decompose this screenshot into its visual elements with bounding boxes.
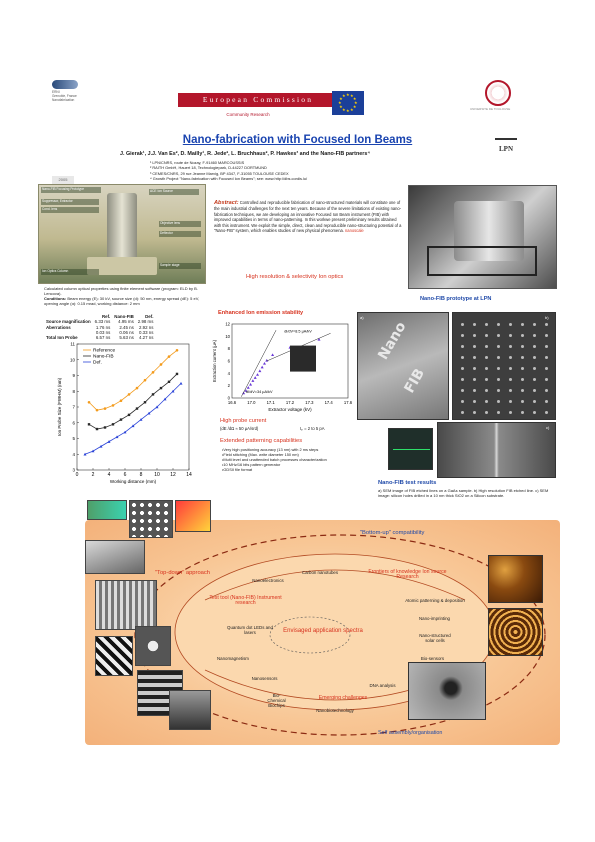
sem-hole — [521, 378, 524, 381]
data-point — [144, 379, 147, 382]
sem-hole — [545, 411, 548, 414]
sem-label: b) — [545, 315, 549, 320]
sem-hole — [461, 323, 464, 326]
y-tick-label: 11 — [70, 341, 75, 347]
eu-star-icon: ★ — [346, 92, 350, 97]
sem-hole — [461, 411, 464, 414]
logo-line: ERNI — [52, 90, 60, 94]
y-tick-label: 5 — [72, 436, 75, 442]
collage-tile — [169, 690, 211, 730]
ec-subtitle: Community Research — [226, 112, 270, 117]
x-tick-label: 17.1 — [266, 400, 275, 405]
abstract — [214, 200, 402, 233]
data-point — [265, 359, 268, 362]
calc-line: Beam energy (E): 30 kV, source size (d): 50 nm, energy spread (dE): 5 eV, opening angle (α): 0.15 mrad, working distance: 2 mm — [44, 296, 200, 306]
data-point — [92, 450, 95, 453]
page-title: Nano-fabrication with Focused Ion Beams — [182, 134, 413, 146]
sem-hole — [509, 400, 512, 403]
data-point — [271, 353, 274, 356]
sem-hole — [533, 356, 536, 359]
sem-hole — [509, 411, 512, 414]
calc-line: Calculated column optical properties using finite element software (program: ELD by B. Lencova). — [44, 286, 198, 296]
probe-formula-current: Iₚ = 2 to 5 pA — [300, 426, 325, 431]
table-cell: 5.63 ns — [119, 335, 134, 341]
annotation: dI/dV=34 µA/kV — [245, 390, 273, 395]
x-tick-label: 17.4 — [324, 400, 333, 405]
sem-hole — [533, 323, 536, 326]
sem-hole — [473, 345, 476, 348]
data-point — [249, 383, 252, 386]
sem-hole — [485, 356, 488, 359]
ec-banner: European Commission — [178, 93, 338, 107]
year-badge: 2005 — [52, 176, 74, 184]
prototype-caption: Nano-FIB prototype at LPN — [420, 296, 492, 302]
table-cell: 0.33 ns — [139, 329, 154, 335]
diagram-label-frontiers: Frontiers of knowledge Ion source Research — [368, 569, 447, 581]
x-tick-label: 4 — [107, 472, 111, 478]
sem-hole — [545, 400, 548, 403]
table-cell: 2.92 ns — [139, 324, 154, 330]
table-cell: Total Ion Probe — [46, 335, 78, 341]
data-point — [120, 418, 122, 420]
x-tick-label: 17.0 — [247, 400, 256, 405]
data-point — [144, 401, 146, 403]
sem-hole — [545, 323, 548, 326]
legend-entry: Reference — [93, 348, 116, 354]
data-point — [152, 371, 155, 374]
data-point — [96, 428, 98, 430]
table-cell: 2.98 ms — [137, 319, 154, 325]
list-item: • Field stitching (Max. write diameter 150 nm) — [222, 452, 362, 457]
sem-hole — [521, 411, 524, 414]
x-tick-label: 10 — [154, 472, 160, 478]
sem-hole — [473, 378, 476, 381]
table-cell: 2.45 ns — [119, 324, 134, 330]
instrument-label: Suppressor, Extractor — [41, 199, 99, 205]
eu-star-icon: ★ — [354, 100, 358, 105]
sem-hole — [461, 334, 464, 337]
x-axis-label: Working distance (mm) — [109, 479, 157, 484]
sem-hole — [521, 367, 524, 370]
sem-hole — [473, 323, 476, 326]
sem-hole — [473, 356, 476, 359]
test-results-caption: a) SEM image of FIB etched lines on a GaAs sample. b) High resolution FIB etched line. c) SEM image: silicon holes drilled in a 10 nm thick SiO2 on a Silicon substrate. — [378, 488, 549, 498]
sem-hole — [485, 323, 488, 326]
sem-hole — [497, 345, 500, 348]
legend-entry: Nano-FIB — [93, 354, 114, 360]
y-tick-label: 4 — [72, 451, 75, 457]
x-tick-label: 6 — [123, 472, 127, 478]
sem-hole — [509, 378, 512, 381]
patterning-heading: Extended patterning capabilities — [220, 438, 303, 444]
data-point — [108, 440, 111, 443]
sem-hole — [533, 400, 536, 403]
data-point — [168, 355, 171, 358]
sem-image-trace — [388, 428, 433, 470]
eu-star-icon: ★ — [342, 106, 346, 112]
data-point — [96, 409, 99, 412]
diagram-label: Atomic patterning & deposition — [405, 598, 465, 603]
logo-line: Nanofabrication — [52, 98, 75, 102]
data-point — [88, 401, 91, 404]
table-cell: 6.33 ms — [94, 319, 111, 325]
x-tick-label: 2 — [91, 472, 95, 478]
affiliation-line: ⁴ Growth Project "Nano-fabrication with Focused Ion Beams"; see: www.http://dbs.cordis.lu/ — [150, 176, 308, 182]
instrument-label: Cond. lens — [41, 207, 99, 213]
probe-heading: High probe current — [220, 418, 267, 424]
emission-heading: Enhanced Ion emission stability — [218, 310, 304, 316]
data-point — [104, 407, 107, 410]
topdown-label: "Top-down" approach — [155, 570, 211, 576]
y-tick-label: 0 — [227, 395, 230, 401]
sem-image-holes — [452, 312, 556, 420]
sem-hole — [461, 356, 464, 359]
sem-hole — [509, 334, 512, 337]
sem-hole — [545, 345, 548, 348]
y-tick-label: 4 — [227, 370, 230, 376]
data-point — [128, 414, 130, 416]
abstract-heading: Abstract: — [214, 200, 239, 206]
affiliation-line: ² RAITH GmbH, Hauert 18, Technologiepark, D-44227 DORTMUND — [150, 165, 267, 171]
sem-hole — [509, 389, 512, 392]
y-tick-label: 6 — [227, 358, 230, 364]
data-point — [176, 349, 179, 352]
sem-image-hole — [408, 662, 486, 720]
sem-hole — [533, 378, 536, 381]
data-point — [180, 382, 183, 385]
sem-hole — [533, 345, 536, 348]
x-tick-label: 8 — [139, 472, 143, 478]
data-point — [247, 386, 250, 389]
data-point — [104, 426, 106, 428]
data-point — [136, 407, 138, 409]
sem-label: c) — [546, 425, 550, 430]
series-line — [89, 374, 177, 429]
sem-hole — [461, 389, 464, 392]
table-header: Nano-FIB — [114, 314, 134, 319]
authors: J. Gierak¹, J.J. Van Es², D. Mailly¹, R. Jede², L. Bruchhaus², P. Hawkes³ and the Nano-FIB partners⁴ — [120, 151, 371, 157]
sem-hole — [461, 345, 464, 348]
sem-hole — [533, 334, 536, 337]
annotation: dI/dV=8.5 µA/kV — [284, 329, 312, 334]
sem-hole — [521, 345, 524, 348]
sem-hole — [497, 323, 500, 326]
sem-image-line — [437, 422, 556, 478]
sem-text: FIB — [401, 365, 429, 397]
logo-line: Grenoble, France — [52, 94, 77, 98]
collage-tile — [135, 626, 171, 666]
instrument-label: Ion Optics Column — [41, 269, 99, 275]
emission-chart — [210, 318, 355, 414]
y-tick-label: 10 — [225, 333, 230, 339]
x-tick-label: 12 — [170, 472, 176, 478]
list-item: • 10 MHz/16 bits pattern generator — [222, 462, 362, 467]
diagram-label-emerging: Emerging challenges — [318, 695, 368, 701]
inset-image — [290, 346, 316, 372]
data-point — [258, 369, 261, 372]
diagram-label: Nanobiotechnology — [316, 708, 354, 713]
instrument-cad-image — [38, 184, 206, 284]
sem-hole — [497, 367, 500, 370]
data-point — [88, 423, 90, 425]
affiliation-line: ¹ LPN/CNRS, route de Nozay, F-91460 MARCOUSSIS — [150, 160, 245, 165]
y-axis-label: Extraction current (µA) — [212, 340, 217, 382]
x-tick-label: 17.6 — [343, 400, 353, 405]
diagram-label: Nanomagnetism — [217, 656, 249, 661]
sem-hole — [509, 367, 512, 370]
self-assembly-label: Self assembly/organisation — [378, 730, 443, 736]
collage-tile — [95, 580, 157, 630]
eu-star-icon: ★ — [342, 93, 346, 99]
sem-hole — [473, 367, 476, 370]
data-point — [160, 387, 162, 389]
diagram-label: Carbon nanotubes — [301, 570, 339, 575]
data-point — [263, 362, 266, 365]
sem-hole — [545, 367, 548, 370]
optics-table — [44, 314, 155, 340]
lpn-logo: LPN — [495, 138, 517, 158]
data-point — [254, 376, 257, 379]
probe-formula: (dE /dΩ ≈ 50 µA/srd) — [220, 426, 259, 431]
high-res-heading: High resolution & selectivity Ion optics — [246, 274, 344, 280]
calc-text — [44, 286, 214, 306]
sem-hole — [461, 378, 464, 381]
table-row — [44, 319, 155, 324]
consortium-logo — [52, 80, 157, 110]
table-cell: Source magnification — [46, 319, 91, 325]
bottomup-label: "Bottom-up" compatibility — [360, 530, 425, 536]
y-tick-label: 7 — [72, 404, 75, 410]
seal-text: UNIVERSITE DE TOULOUSE — [470, 107, 511, 111]
sem-hole — [485, 411, 488, 414]
data-point — [112, 423, 114, 425]
frame-shape — [427, 246, 537, 276]
x-tick-label: 14 — [186, 472, 192, 478]
logo-mark-icon — [52, 80, 78, 89]
collage-tile — [95, 636, 133, 676]
eu-star-icon: ★ — [350, 106, 354, 112]
sem-hole — [461, 400, 464, 403]
data-point — [116, 435, 119, 438]
collage-tile — [129, 500, 173, 538]
eu-star-icon: ★ — [338, 100, 342, 105]
sem-hole — [509, 323, 512, 326]
sem-hole — [497, 389, 500, 392]
micrograph-collage — [85, 500, 200, 740]
x-tick-label: 17.2 — [285, 400, 295, 405]
sem-hole — [473, 411, 476, 414]
y-axis-label: Ion Probe Size (FWHM) (nm) — [57, 377, 62, 437]
eu-star-icon: ★ — [352, 104, 357, 109]
sem-hole — [485, 378, 488, 381]
sem-hole — [485, 400, 488, 403]
fit-line-steep — [241, 330, 276, 397]
diagram-label: DNA analysis — [369, 683, 396, 688]
y-tick-label: 6 — [72, 420, 75, 426]
data-point — [251, 379, 254, 382]
sem-hole — [485, 334, 488, 337]
test-results-heading: Nano-FIB test results — [378, 480, 437, 486]
sem-hole — [521, 400, 524, 403]
sem-hole — [497, 356, 500, 359]
table-cell: 6.57 ns — [95, 335, 111, 341]
sem-hole — [533, 411, 536, 414]
sem-hole — [473, 389, 476, 392]
eu-star-icon: ★ — [339, 96, 343, 101]
sem-hole — [545, 334, 548, 337]
data-point — [168, 381, 170, 383]
sem-hole — [473, 400, 476, 403]
university-seal-icon — [485, 80, 511, 106]
series-line — [85, 383, 181, 454]
afm-image — [488, 608, 543, 656]
diagram-label: Nano-imprinting — [419, 616, 450, 621]
eu-star-icon: ★ — [346, 108, 350, 113]
diagram-label: Nanosensors — [251, 676, 278, 681]
y-tick-label: 9 — [72, 373, 75, 379]
sem-hole — [533, 389, 536, 392]
sem-hole — [509, 345, 512, 348]
data-point — [100, 445, 103, 448]
y-tick-label: 8 — [72, 388, 75, 394]
eu-star-icon: ★ — [350, 93, 354, 99]
sem-hole — [497, 378, 500, 381]
sem-hole — [545, 356, 548, 359]
diagram-label: Bio-sensors — [420, 656, 445, 661]
data-point — [128, 393, 131, 396]
table-cell: 0.06 ns — [119, 329, 134, 335]
data-point — [160, 363, 163, 366]
patterning-list — [222, 447, 362, 472]
list-item: • Very high positioning accuracy (13 nm) with 2 ms steps — [222, 447, 362, 452]
collage-tile — [87, 500, 127, 520]
sem-text: Nano — [375, 319, 410, 363]
eu-star-icon: ★ — [352, 96, 357, 101]
sem-hole — [509, 356, 512, 359]
eu-star-icon: ★ — [339, 104, 343, 109]
calc-conditions-label: Conditions: — [44, 296, 67, 301]
table-cell: 4.95 ms — [118, 319, 134, 325]
y-tick-label: 3 — [72, 467, 75, 473]
data-point — [256, 373, 259, 376]
afm-image — [488, 555, 543, 603]
trace-line — [393, 449, 430, 450]
y-tick-label: 2 — [227, 383, 230, 389]
table-cell: Aberrations — [46, 324, 71, 330]
sem-hole — [521, 323, 524, 326]
sem-hole — [521, 389, 524, 392]
table-cell: 0.03 ns — [95, 329, 111, 335]
diagram-label: Nano-structured solar cells — [419, 633, 451, 644]
sem-hole — [533, 367, 536, 370]
collage-tile — [85, 540, 145, 574]
table-header: Ref. — [101, 314, 111, 319]
diagram-label-testtool: Test tool (Nano-FIB) Instrument research — [209, 595, 282, 607]
diagram-center-label: Envisaged application spectra — [283, 628, 363, 634]
legend-entry: Def. — [93, 360, 102, 366]
collage-tile — [175, 500, 211, 532]
instrument-label: Deflector — [159, 231, 201, 237]
sem-image-nanofib — [357, 312, 449, 420]
instrument-label: Objective lens — [159, 221, 201, 227]
sem-hole — [485, 367, 488, 370]
sem-label: a) — [360, 315, 364, 320]
data-point — [120, 399, 123, 402]
sem-hole — [497, 411, 500, 414]
sem-hole — [485, 345, 488, 348]
y-tick-label: 12 — [225, 321, 230, 327]
x-tick-label: 0 — [75, 472, 79, 478]
sem-hole — [461, 367, 464, 370]
instrument-label: Sample stage — [159, 263, 201, 269]
sem-hole — [545, 378, 548, 381]
data-point — [152, 393, 154, 395]
prototype-photo — [408, 185, 557, 289]
abstract-highlight: nanoscale — [345, 228, 364, 234]
sem-hole — [473, 334, 476, 337]
table-cell: 4.27 ns — [139, 335, 154, 341]
sem-hole — [521, 334, 524, 337]
eu-flag-icon — [332, 91, 364, 115]
diagram-label: Nanoelectronics — [252, 578, 284, 583]
data-point — [112, 404, 115, 407]
y-tick-label: 10 — [69, 357, 75, 363]
data-point — [176, 373, 178, 375]
sem-hole — [497, 400, 500, 403]
data-point — [261, 366, 264, 369]
instrument-label: ACE Ion Source — [149, 189, 199, 195]
probe-size-chart — [55, 338, 197, 488]
affiliations — [150, 160, 470, 182]
affiliation-line: ³ CEMES/CNRS, 29 rue Jeanne Marvig, BP 4347, F-31055 TOULOUSE CEDEX — [150, 170, 289, 176]
diagram-label: Bio-Chemical Biochips — [267, 693, 286, 709]
list-item: • GDSII file format — [222, 467, 362, 472]
abstract-body: Controlled and reproducible fabrication of nano-structured materials will constitute one of the main industrial challenges for the next ten years. Because of the severe limitations of existing nano-fabrication techniques, we are developing an innovative Focused Ion Beam instrument (FIB) with improved capabilities in terms of nano-patterning. In this workwe present preliminary results obtained with this instrument. We exploit the simple, direct, clean and reproducible nano-structuring potential of a "Nano-FIB" system, which enables studies of new physical phenomena. — [214, 200, 402, 234]
x-tick-label: 17.3 — [305, 400, 314, 405]
diagram-label: Quantum dot LEDs and lasers — [227, 625, 273, 636]
data-point — [136, 387, 139, 390]
table-cell: 1.76 ns — [95, 324, 111, 330]
sem-hole — [545, 389, 548, 392]
sem-hole — [485, 389, 488, 392]
list-item: • Multi level and unattended batch processes characterization — [222, 457, 362, 462]
sem-hole — [497, 334, 500, 337]
instrument-label: Nano-FIB Focusing Prototype — [41, 187, 101, 193]
y-tick-label: 8 — [227, 346, 230, 352]
x-axis-label: Extractor voltage (kV) — [268, 407, 312, 412]
sem-hole — [521, 356, 524, 359]
x-tick-label: 16.6 — [227, 400, 237, 405]
table-header: Def. — [145, 314, 154, 319]
